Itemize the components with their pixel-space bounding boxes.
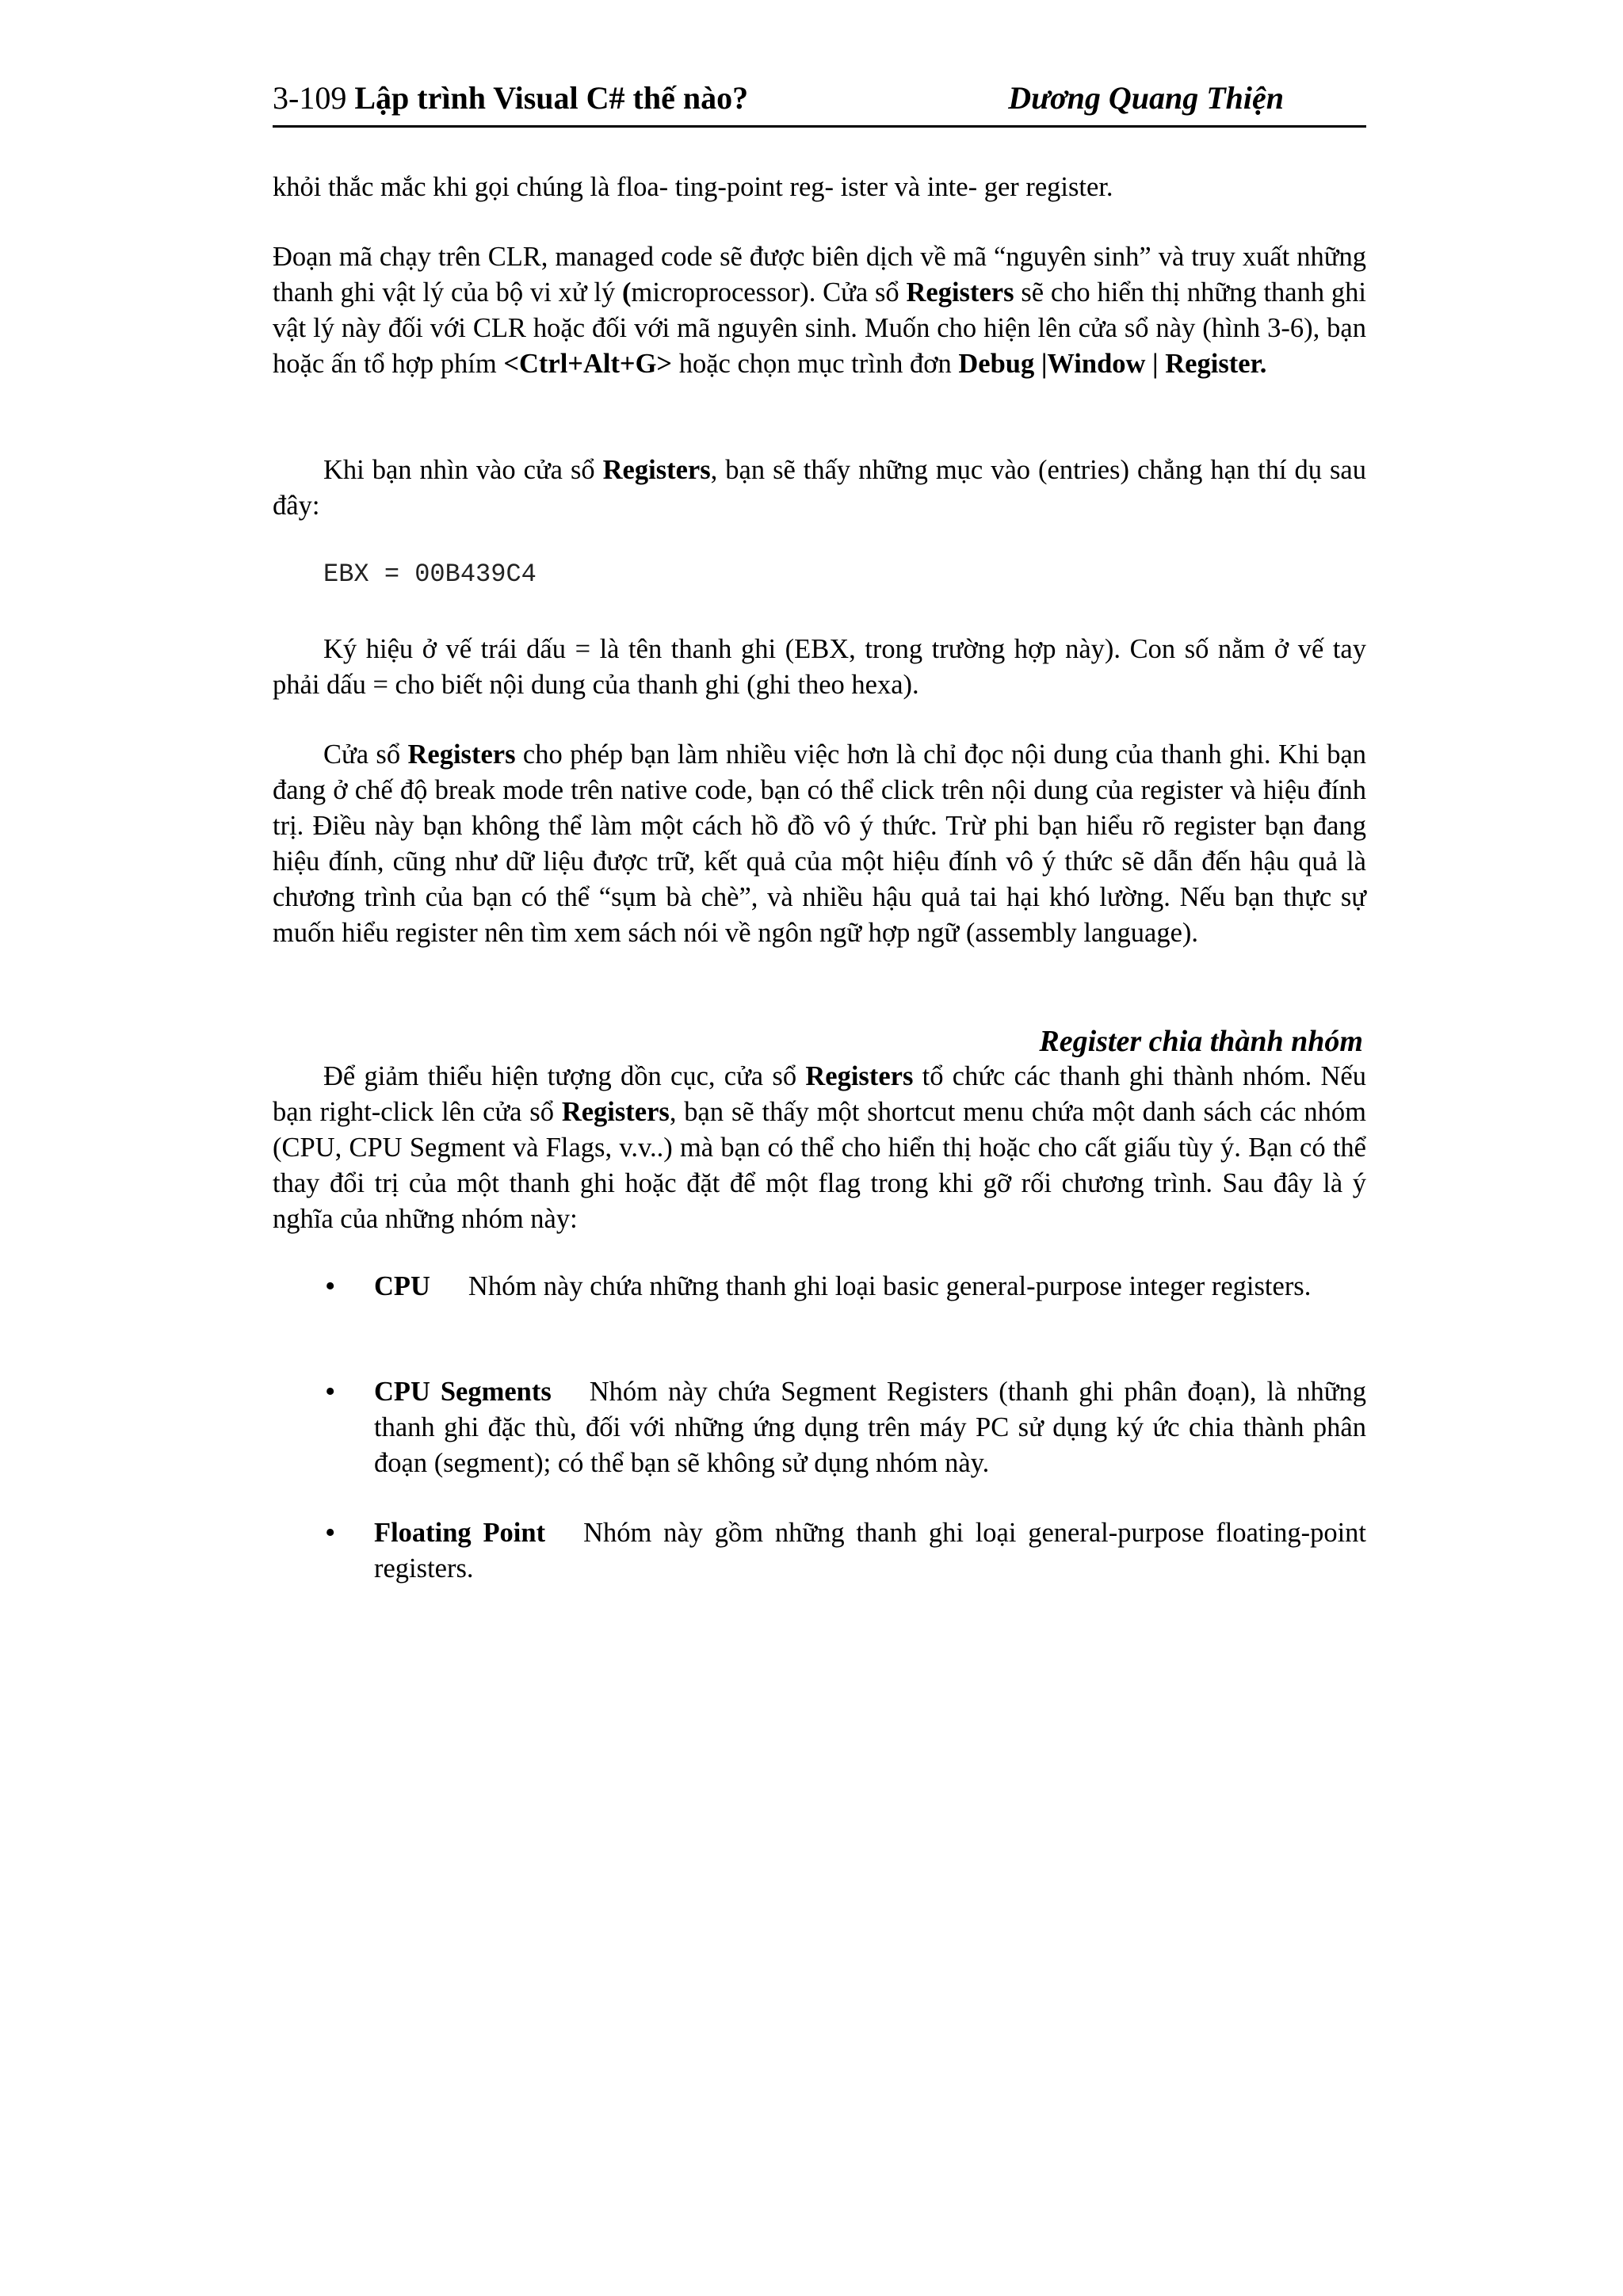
paragraph-groups [273, 1059, 1366, 1237]
paragraph-intro: khỏi thắc mắc khi gọi chúng là floa- ting-point reg- ister và inte- ger register. [273, 172, 1113, 202]
paragraph-text: ( [622, 277, 632, 308]
paragraph-text: hoặc chọn mục trình đơn [672, 349, 959, 379]
bullet-term: Floating Point [374, 1518, 546, 1548]
bullet-item-floating-point [374, 1515, 1366, 1587]
menu-path: Debug |Window | Register. [958, 349, 1267, 379]
registers-term: Registers [602, 455, 711, 485]
bullet-text: Nhóm này gồm những thanh ghi loại general-purpose floating-point registers. [374, 1518, 1366, 1584]
paragraph-text: Đoạn mã chạy trên CLR, managed code sẽ được biên dịch về mã “nguyên sinh” và truy xuất những thanh ghi vật lý của bộ vi xử lý [273, 242, 1366, 308]
bullet-marker: • [325, 1516, 336, 1549]
paragraph-clr [273, 239, 1366, 382]
paragraph-symbol: Ký hiệu ở vế trái dấu = là tên thanh ghi (EBX, trong trường hợp này). Con số nằm ở vế tay phải dấu = cho biết nội dung của thanh ghi (ghi theo hexa). [273, 634, 1366, 700]
registers-term: Registers [805, 1061, 914, 1091]
author-name: Dương Quang Thiện [1008, 80, 1284, 116]
bullet-marker: • [325, 1375, 336, 1408]
header-left [273, 79, 748, 117]
registers-term: Registers [906, 277, 1014, 308]
paragraph-text: Cửa sổ [323, 739, 408, 770]
bullet-item-cpu [374, 1269, 1366, 1305]
book-title: Lập trình Visual C# thế nào? [354, 80, 749, 116]
registers-term: Registers [561, 1097, 670, 1127]
shortcut-keys: <Ctrl+Alt+G> [503, 349, 673, 379]
paragraph-text: Để giảm thiểu hiện tượng dồn cục, cửa sổ [323, 1061, 806, 1091]
paragraph-text: tổ chức các thanh ghi thành nhóm. Nếu bạn right-click lên cửa sổ [273, 1061, 1366, 1127]
bullet-text: Nhóm này chứa những thanh ghi loại basic general-purpose integer registers. [468, 1271, 1312, 1301]
bullet-item-cpu-segments [374, 1374, 1366, 1481]
bullet-term: CPU [374, 1271, 430, 1301]
paragraph-entries [273, 453, 1366, 524]
bullet-marker: • [325, 1270, 336, 1303]
paragraph-text: sẽ cho hiển thị những thanh ghi vật lý này đối với CLR hoặc đối với mã nguyên sinh. Muốn cho hiện lên cửa sổ này (hình 3-6), bạn hoặc ấn tổ hợp phím [273, 277, 1366, 379]
bullet-text: Nhóm này chứa Segment Registers (thanh ghi phân đoạn), là những thanh ghi đặc thù, đối với những ứng dụng trên máy PC sử dụng ký ức chia thành phân đoạn (segment); có thể bạn sẽ không sử dụng nhóm này. [374, 1377, 1366, 1478]
bullet-term: CPU Segments [374, 1377, 552, 1407]
paragraph-registers-window [273, 737, 1366, 951]
paragraph-text: cho phép bạn làm nhiều việc hơn là chỉ đọc nội dung của thanh ghi. Khi bạn đang ở chế độ break mode trên native code, bạn có thể click trên nội dung của register và hiệu đính trị. Điều này bạn không thể làm một cách hồ đồ vô ý thức. Trừ phi bạn hiểu rõ register bạn đang hiệu đính, cũng như dữ liệu được trữ, kết quả của một hiệu đính vô ý thức sẽ dẫn đến hậu quả là chương trình của bạn có thể “sụm bà chè”, và nhiều hậu quả tai hại khó lường. Nếu bạn thực sự muốn hiểu register nên tìm xem sách nói về ngôn ngữ hợp ngữ (assembly language). [273, 739, 1367, 948]
page-header [273, 76, 1366, 128]
page-number: 3-109 [273, 80, 347, 116]
paragraph-text: microprocessor). Cửa sổ [631, 277, 907, 308]
paragraph-text: , bạn sẽ thấy những mục vào (entries) chẳng hạn thí dụ sau đây: [273, 455, 1366, 521]
section-heading: Register chia thành nhóm [1039, 1025, 1363, 1058]
paragraph-text: Khi bạn nhìn vào cửa sổ [323, 455, 603, 485]
paragraph-text: , bạn sẽ thấy một shortcut menu chứa một danh sách các nhóm (CPU, CPU Segment và Flags, v.v..) mà bạn có thể cho hiển thị hoặc cho cất giấu tùy ý. Bạn có thể thay đổi trị của một thanh ghi hoặc đặt để một flag trong khi gỡ rối chương trình. Sau đây là ý nghĩa của những nhóm này: [273, 1097, 1366, 1234]
code-example: EBX = 00B439C4 [323, 560, 537, 589]
registers-term: Registers [407, 739, 516, 770]
